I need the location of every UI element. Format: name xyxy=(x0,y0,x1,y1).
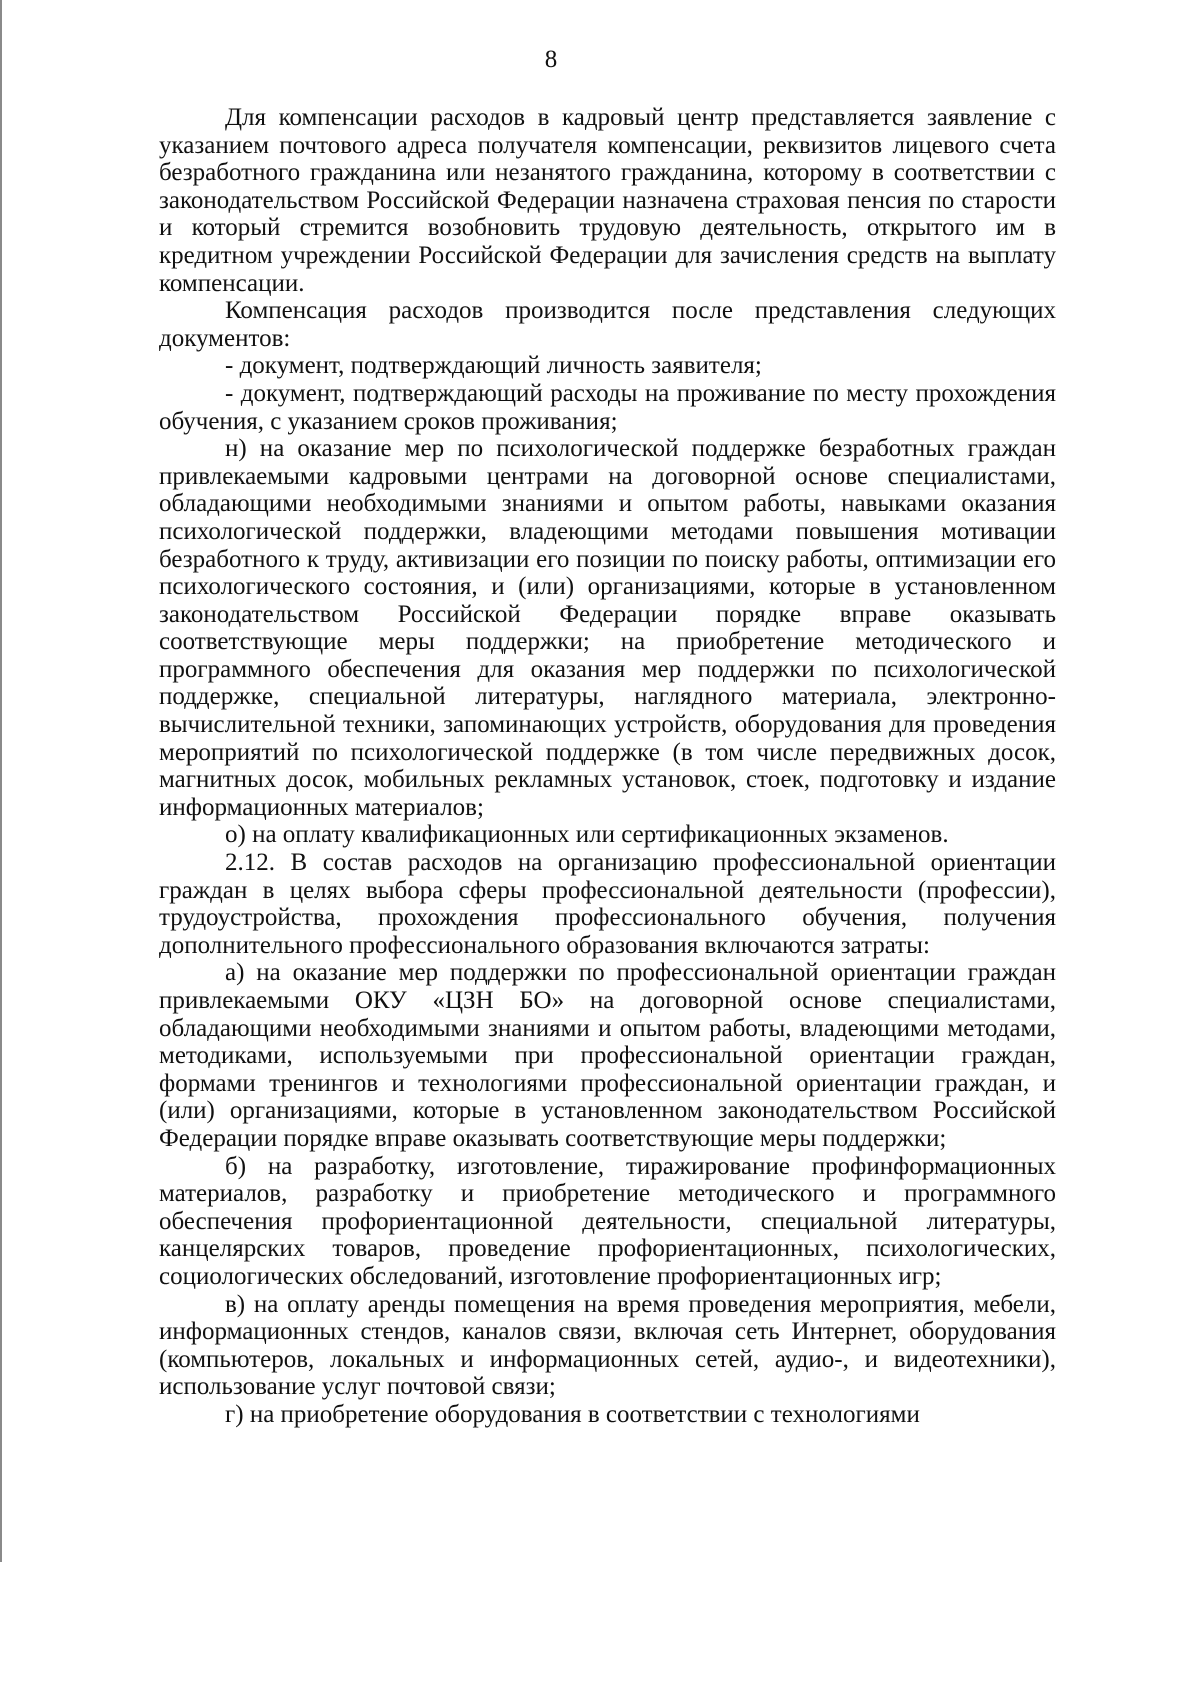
paragraph-item-o-exams: о) на оплату квалификационных или сертификационных экзаменов. xyxy=(225,821,949,849)
paragraph-item-g-equipment: г) на приобретение оборудования в соответствии с технологиями xyxy=(225,1400,920,1428)
document-body xyxy=(159,104,1056,1429)
paragraph-item-v-rent: в) на оплату аренды помещения на время проведения мероприятия, мебели, информационных стендов, каналов связи, включая сеть Интернет, оборудования (компьютеров, локальных и информационных сетей, аудио-, и видеотехники), использование услуг почтовой связи; xyxy=(159,1290,1056,1401)
scan-edge-line xyxy=(0,0,2,1562)
page-number: 8 xyxy=(544,46,558,73)
paragraph-item-a-career-guidance: а) на оказание мер поддержки по профессиональной ориентации граждан привлекаемыми ОКУ «ЦЗН БО» на договорной основе специалистами, обладающими необходимыми знаниями и опытом работы, владеющими методами, методиками, используемыми при профессиональной ориентации граждан, формами тренингов и технологиями профессиональной ориентации граждан, и (или) организациями, которые в установленном законодательством Российской Федерации порядке вправе оказывать соответствующие меры поддержки; xyxy=(159,959,1056,1152)
paragraph-section-2-12: 2.12. В состав расходов на организацию профессиональной ориентации граждан в целях выбора сферы профессиональной деятельности (профессии), трудоустройства, прохождения профессионального обучения, получения дополнительного профессионального образования включаются затраты: xyxy=(159,849,1056,959)
list-item-accommodation-document: - документ, подтверждающий расходы на проживание по месту прохождения обучения, с указанием сроков проживания; xyxy=(159,379,1056,435)
list-item-identity-document: - документ, подтверждающий личность заявителя; xyxy=(225,352,762,380)
paragraph-item-n-psychological-support: н) на оказание мер по психологической поддержке безработных граждан привлекаемыми кадровыми центрами на договорной основе специалистами, обладающими необходимыми знаниями и опытом работы, навыками оказания психологической поддержки, владеющими методами повышения мотивации безработного к труду, активизации его позиции по поиску работы, оптимизации его психологического состояния, и (или) организациями, которые в установленном законодательством Российской Федерации порядке вправе оказывать соответствующие меры поддержки; на приобретение методического и программного обеспечения для оказания мер поддержки по психологической поддержке, специальной литературы, наглядного материала, электронно-вычислительной техники, запоминающих устройств, оборудования для проведения мероприятий по психологической поддержке (в том числе передвижных досок, магнитных досок, мобильных рекламных установок, стоек, подготовку и издание информационных материалов; xyxy=(159,435,1056,821)
paragraph-compensation-application: Для компенсации расходов в кадровый центр представляется заявление с указанием почтового адреса получателя компенсации, реквизитов лицевого счета безработного гражданина или незанятого гражданина, которому в соответствии с законодательством Российской Федерации назначена страховая пенсия по старости и который стремится возобновить трудовую деятельность, открытого им в кредитном учреждении Российской Федерации для зачисления средств на выплату компенсации. xyxy=(159,104,1056,297)
paragraph-item-b-materials: б) на разработку, изготовление, тиражирование профинформационных материалов, разработку и приобретение методического и программного обеспечения профориентационной деятельности, специальной литературы, канцелярских товаров, проведение профориентационных, психологических, социологических обследований, изготовление профориентационных игр; xyxy=(159,1152,1056,1290)
paragraph-compensation-documents: Компенсация расходов производится после представления следующих документов: xyxy=(159,297,1056,352)
